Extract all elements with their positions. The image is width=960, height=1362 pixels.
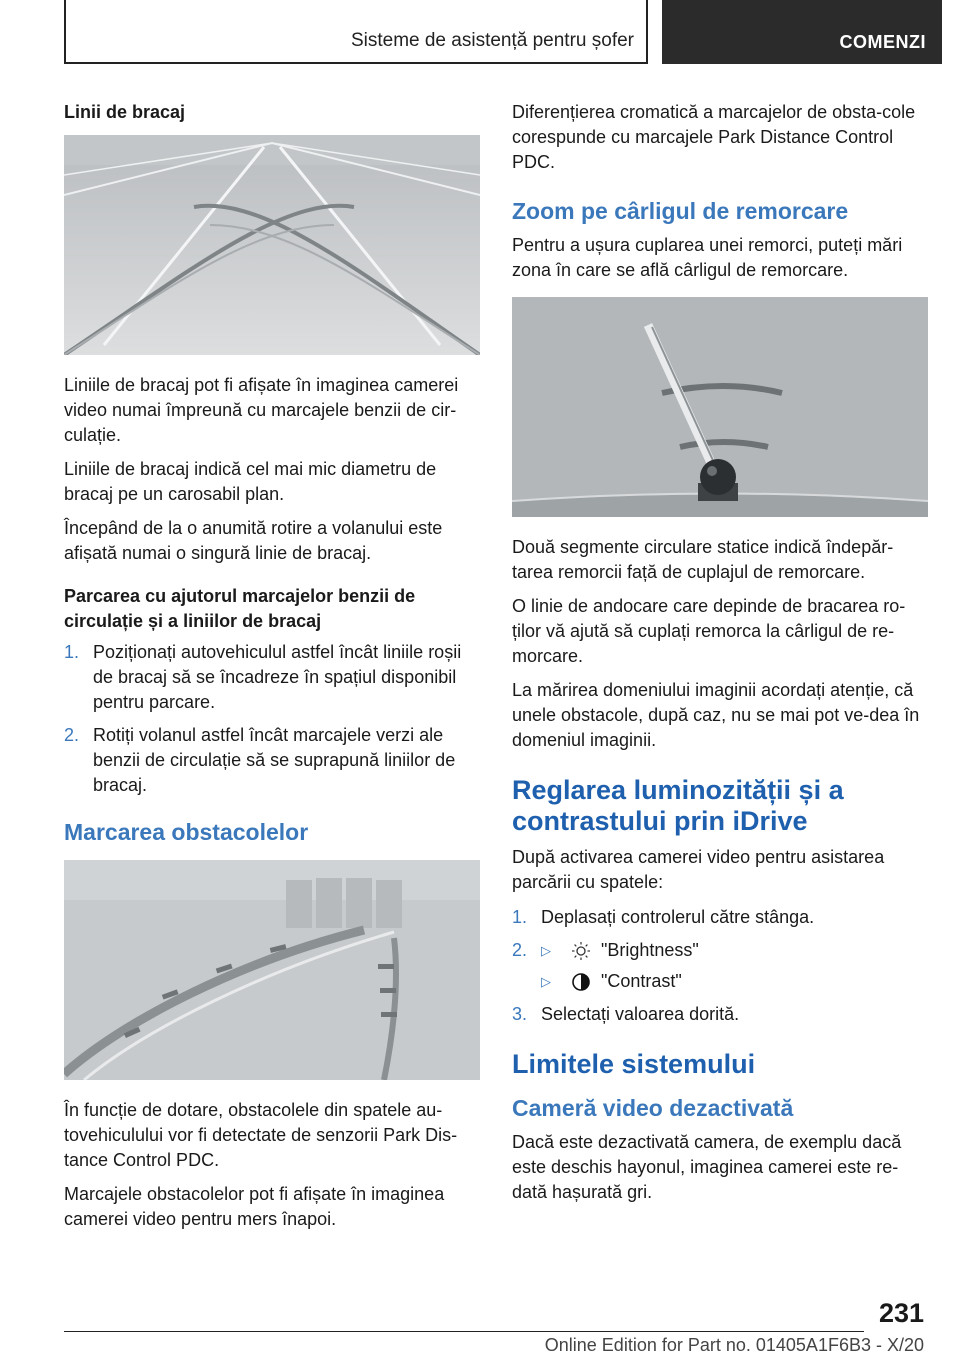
triangle-right-icon: ▷ <box>541 943 551 958</box>
paragraph: Liniile de bracaj pot fi afișate în imaginea camerei video numai împreună cu marcajele benzii de cir-culație. <box>64 375 459 445</box>
header-section-box <box>662 0 942 64</box>
heading-marcarea-obstacolelor: Marcarea obstacolelor <box>64 819 309 845</box>
brightness-sun-icon <box>567 941 595 961</box>
left-column <box>64 100 480 1241</box>
header-title: Sisteme de asistență pentru șofer <box>350 30 634 51</box>
list-item <box>64 640 480 715</box>
step-text: Rotiți volanul astfel încât marcajele verzi ale benzii de circulație să se suprapună liniilor de bracaj. <box>93 725 456 795</box>
steps-list-reglare <box>512 905 928 1027</box>
figure-turning-lines <box>64 135 480 355</box>
header-title-box <box>64 0 648 64</box>
right-column <box>512 100 928 1214</box>
step-number: 2. <box>512 940 528 960</box>
paragraph: Dacă este dezactivată camera, de exemplu dacă este deschis hayonul, imaginea camerei este re-dată hașurată gri. <box>512 1132 902 1202</box>
list-item <box>64 723 480 798</box>
heading-camera-dezactivata: Cameră video dezactivată <box>512 1095 794 1121</box>
heading-zoom-carlig: Zoom pe cârligul de remorcare <box>512 198 849 224</box>
list-item <box>512 905 928 930</box>
paragraph: În funcție de dotare, obstacolele din spatele au-tovehiculului vor fi detectate de senzorii Park Dis-tance Control PDC. <box>64 1100 458 1170</box>
steps-list-parcare <box>64 640 480 798</box>
header-section: COMENZI <box>839 32 926 52</box>
heading-limitele-sistemului: Limitele sistemului <box>512 1049 756 1079</box>
paragraph: La mărirea domeniului imaginii acordați atenție, că unele obstacole, după caz, nu se mai pot ve-dea în domeniul imaginii. <box>512 680 920 750</box>
figure-obstacle-markings <box>64 860 480 1080</box>
paragraph: Pentru a ușura cuplarea unei remorci, puteți mări zona în care se află cârligul de remorcare. <box>512 235 903 280</box>
heading-reglare: Reglarea luminozității și a contrastului prin iDrive <box>512 775 844 836</box>
paragraph: Începând de la o anumită rotire a volanului este afișată numai o singură linie de bracaj. <box>64 518 443 563</box>
page-number: 231 <box>878 1298 924 1328</box>
step-number: 2. <box>64 725 80 745</box>
step-number: 1. <box>64 642 80 662</box>
contrast-icon <box>567 972 595 992</box>
step-number: 3. <box>512 1004 528 1024</box>
step-text: Poziționați autovehiculul astfel încât liniile roșii de bracaj să se încadreze în spațiul disponibil pentru parcare. <box>93 642 462 712</box>
paragraph: Două segmente circulare statice indică îndepăr-tarea remorcii față de cuplajul de remorcare. <box>512 537 894 582</box>
paragraph: Marcajele obstacolelor pot fi afișate în imaginea camerei video pentru mers înapoi. <box>64 1184 445 1229</box>
step-number: 1. <box>512 907 528 927</box>
paragraph: O linie de andocare care depinde de bracarea ro-ților vă ajută să cuplați remorca la cârligul de re-morcare. <box>512 596 906 666</box>
figure-trailer-hitch-zoom <box>512 297 928 517</box>
contrast-label: "Contrast" <box>601 971 682 991</box>
paragraph: După activarea camerei video pentru asistarea parcării cu spatele: <box>512 847 885 892</box>
menu-path-brightness <box>541 938 928 963</box>
paragraph: Diferențierea cromatică a marcajelor de obsta-cole corespunde cu marcajele Park Distance Control PDC. <box>512 102 916 172</box>
step-text: Selectați valoarea dorită. <box>541 1004 740 1024</box>
list-item <box>512 938 928 994</box>
footer-edition: Online Edition for Part no. 01405A1F6B3 - X/20 <box>544 1335 924 1355</box>
footer-divider <box>64 1331 864 1332</box>
step-text: Deplasați controlerul către stânga. <box>541 907 815 927</box>
list-item <box>512 1002 928 1027</box>
paragraph: Liniile de bracaj indică cel mai mic diametru de bracaj pe un carosabil plan. <box>64 459 437 504</box>
heading-parcarea: Parcarea cu ajutorul marcajelor benzii de circulație și a liniilor de bracaj <box>64 586 416 631</box>
menu-path-contrast <box>541 969 928 994</box>
heading-linii-bracaj: Linii de bracaj <box>64 102 186 122</box>
brightness-label: "Brightness" <box>601 940 699 960</box>
triangle-right-icon: ▷ <box>541 974 551 989</box>
